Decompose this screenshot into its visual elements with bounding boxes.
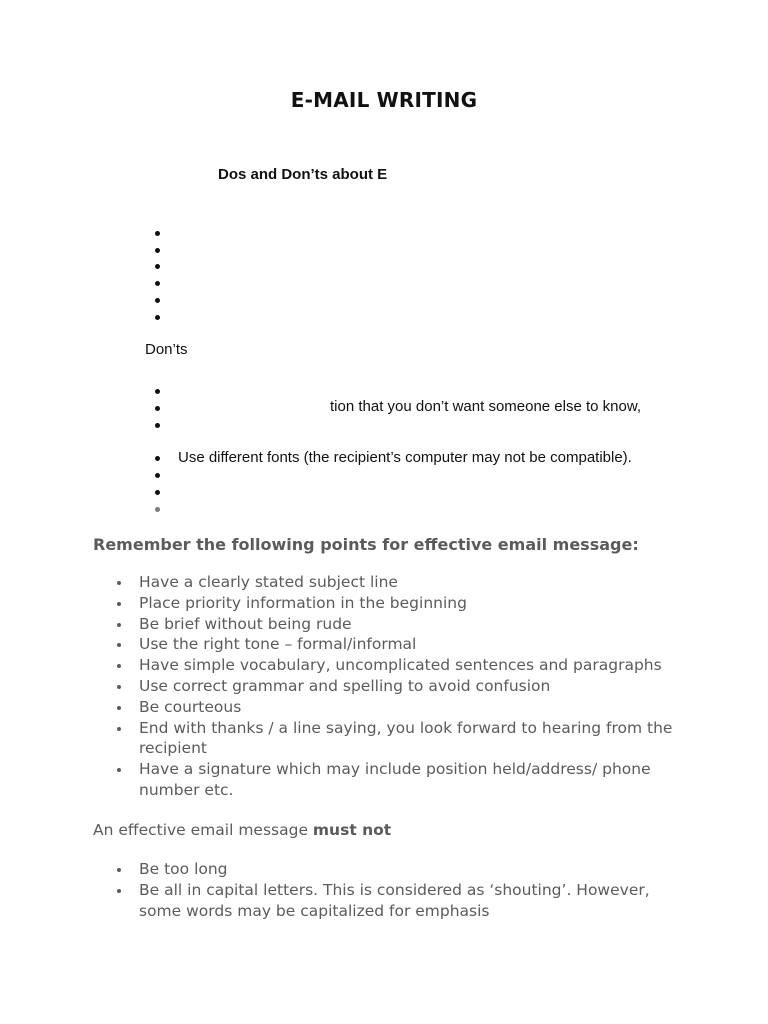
list-item: Be brief without being rude: [93, 614, 673, 635]
remember-points-list: [93, 572, 673, 801]
bullet-dot: [155, 473, 160, 478]
donts-label: Don’ts: [145, 341, 188, 358]
bullet-dot: [155, 315, 160, 320]
must-not-prefix: An effective email message: [93, 821, 313, 839]
bullet-dot: [155, 389, 160, 394]
list-item: Have simple vocabulary, uncomplicated sentences and paragraphs: [93, 655, 673, 676]
bullet-dot: [155, 423, 160, 428]
bullet-dot: [155, 264, 160, 269]
bullet-dot: [155, 281, 160, 286]
remember-heading: Remember the following points for effective email message:: [93, 535, 639, 554]
must-not-intro: [93, 821, 391, 839]
list-item: Place priority information in the beginning: [93, 593, 673, 614]
list-item: Be all in capital letters. This is considered as ‘shouting’. However, some words may be capitalized for emphasis: [93, 880, 673, 922]
list-item: Use correct grammar and spelling to avoid confusion: [93, 676, 673, 697]
bullet-dot: [155, 456, 160, 461]
bullet-dot: [155, 231, 160, 236]
bullet-dot: [155, 298, 160, 303]
list-item: End with thanks / a line saying, you look forward to hearing from the recipient: [93, 718, 673, 760]
donts-item-fonts: Use different fonts (the recipient’s computer may not be compatible).: [178, 449, 632, 466]
bullet-dot: [155, 507, 160, 512]
must-not-points-list: [93, 859, 673, 921]
bullet-dot: [155, 248, 160, 253]
list-item: Be too long: [93, 859, 673, 880]
list-item: Have a signature which may include position held/address/ phone number etc.: [93, 759, 673, 801]
must-not-bold: must not: [312, 821, 392, 839]
document-title: E-MAIL WRITING: [290, 88, 478, 112]
bullet-dot: [155, 490, 160, 495]
list-item: Have a clearly stated subject line: [93, 572, 673, 593]
list-item: Be courteous: [93, 697, 673, 718]
dos-donts-subtitle: Dos and Don’ts about E: [218, 166, 388, 183]
bullet-dot: [155, 406, 160, 411]
donts-item-text-fragment: tion that you don’t want someone else to know,: [330, 398, 642, 415]
list-item: Use the right tone – formal/informal: [93, 634, 673, 655]
